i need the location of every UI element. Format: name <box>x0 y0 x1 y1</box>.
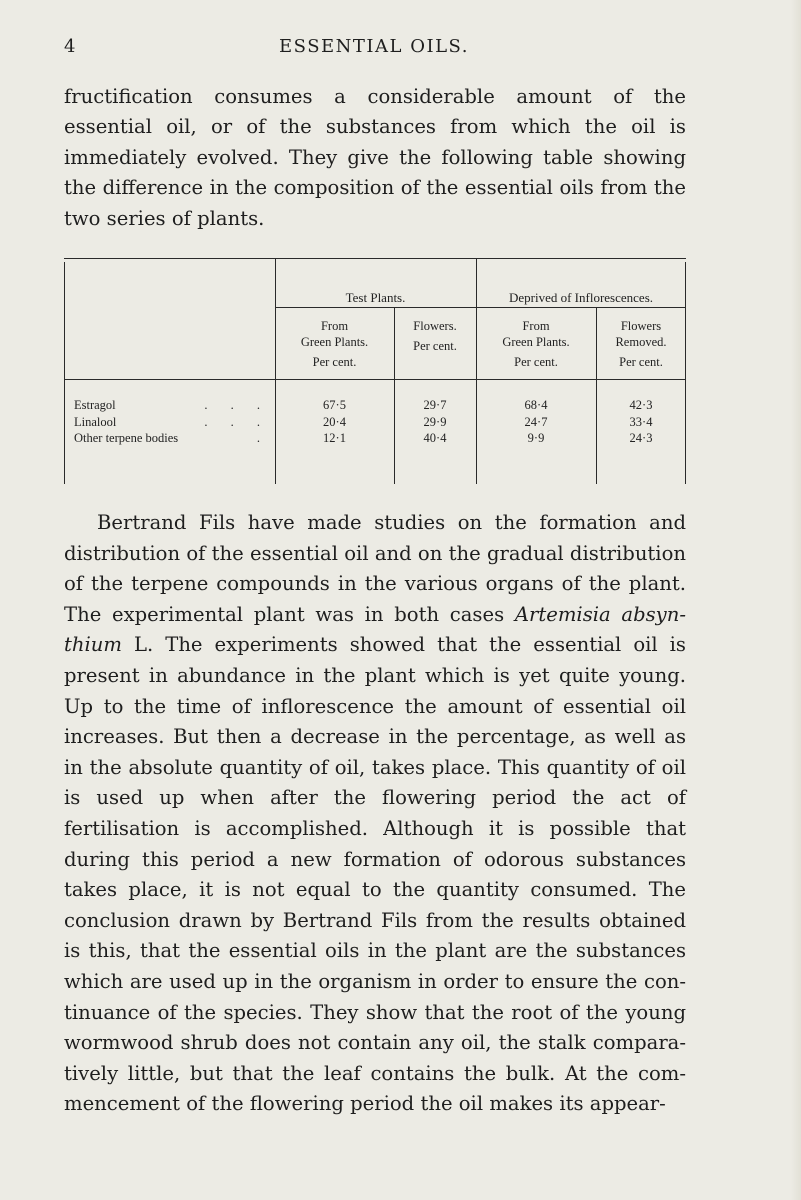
body-paragraph: Bertrand Fils have made studies on the formation and distribution of the essential oil and on the gradual distribution of the terpene compounds in the various organs of the plant. The experimental plant was in both cases Artemisia absyn-thium L. The experiments showed that the essential oil is present in abundance in the plant which is yet quite young. Up to the time of inflorescence the amount of essential oil increases. But then a decrease in the percentage, as well as in the absolute quantity of oil, takes place. This quantity of oil is used up when after the flowering period the act of fertilisation is accomplished. Although it is possible that during this period a new formation of odorous substances takes place, it is not equal to the quantity consumed. The conclusion drawn by Bertrand Fils from the results obtained is this, that the essential oils in the plant are the substances which are used up in the organism in order to ensure the con-tinuance of the species. They show that the root of the young wormwood shrub does not contain any oil, the stalk compara-tively little, but that the leaf contains the bulk. At the com-mencement of the flowering period the oil makes its appear- <box>64 511 686 1116</box>
column-header: From Green Plants. Per cent. <box>502 319 570 369</box>
group-header-test-plants: Test Plants. <box>345 290 406 305</box>
row-labels <box>74 397 270 447</box>
table-cell: 12·1 <box>323 431 346 445</box>
group-header-deprived: Deprived of Inflorescences. <box>508 290 653 305</box>
table-cell: 68·4 <box>524 398 548 412</box>
page-edge-shadow <box>791 0 801 1200</box>
table-cell: 40·4 <box>423 431 447 445</box>
table-cell: 42·3 <box>629 398 653 412</box>
values-column <box>394 397 476 447</box>
species-name: Artemisia absyn-thium <box>64 602 686 657</box>
table-cell: 67·5 <box>323 398 346 412</box>
table-header-rule <box>275 307 686 308</box>
table-cell: 24·3 <box>629 431 653 445</box>
table-row-label: Other terpene bodies . <box>74 431 270 445</box>
table-cell: 24·7 <box>524 414 548 429</box>
values-column <box>275 397 394 447</box>
table-cell: 9·9 <box>527 431 545 445</box>
values-column <box>596 397 686 447</box>
intro-paragraph: fructification consumes a considerable amount of the essential oil, or of the substances from which the oil is immediately evolved. They give the following table showing the difference in the composition of the essential oils from the two series of plants. <box>64 85 686 230</box>
table-row-label: Estragol . . . <box>74 398 270 412</box>
column-header: Flowers Removed. Per cent. <box>615 319 667 369</box>
table-top-border <box>64 258 686 259</box>
table-cell: 29·7 <box>423 398 447 412</box>
values-column <box>476 397 596 447</box>
column-header: Flowers. Per cent. <box>413 319 457 353</box>
table-left-border <box>64 262 65 484</box>
table-cell: 33·4 <box>629 414 653 429</box>
table-cell: 20·4 <box>323 414 346 429</box>
page-number: 4 <box>64 36 77 57</box>
column-header: From Green Plants. Per cent. <box>300 319 369 369</box>
composition-table <box>64 258 686 486</box>
table-cell: 29·9 <box>423 414 447 429</box>
table-row-label: Linalool . . . <box>74 414 270 429</box>
table-header-rule <box>64 379 686 380</box>
running-header <box>64 36 684 64</box>
running-title: ESSENTIAL OILS. <box>279 36 469 57</box>
